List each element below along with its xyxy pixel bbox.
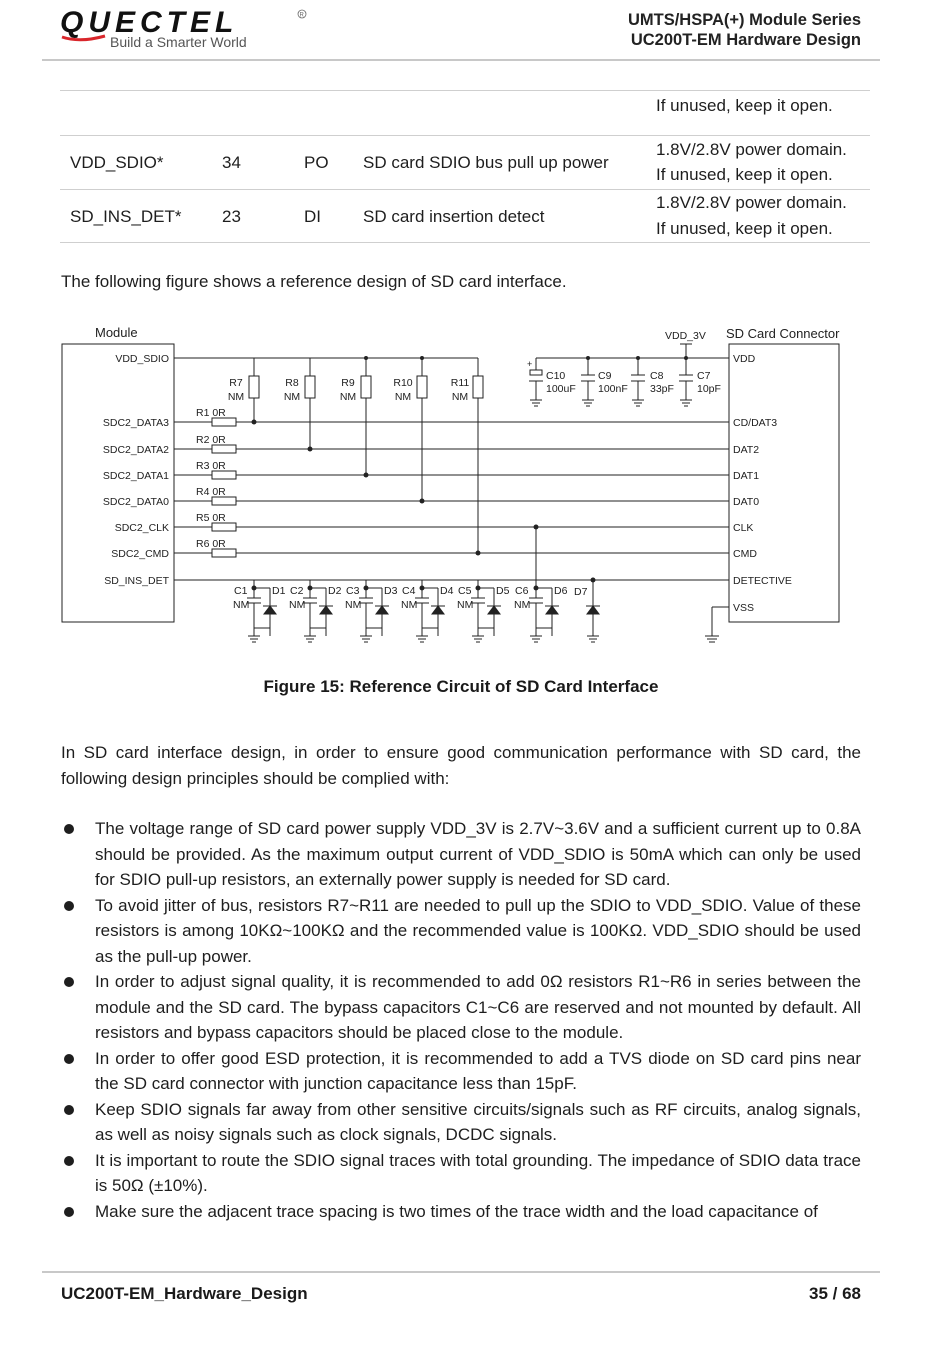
bypass-val: NM [345, 599, 362, 611]
figure-intro: The following figure shows a reference design of SD card interface. [61, 272, 567, 291]
pullup-val: NM [283, 391, 301, 403]
table-cell-name: VDD_SDIO* [70, 153, 164, 172]
connector-pin: VDD [733, 353, 756, 365]
schematic-wire [472, 636, 484, 642]
decap-val: 100uF [546, 383, 576, 395]
bypass-val: NM [233, 599, 250, 611]
tvs-ref: D4 [440, 585, 454, 597]
module-pin: SDC2_CLK [114, 522, 169, 534]
module-pin: SDC2_DATA0 [102, 496, 169, 508]
pullup-ref: R10 [393, 377, 413, 389]
list-item: In order to offer good ESD protection, it is recommended to add a TVS diode on SD card pins near the SD card connector with junction capacitance less than 15pF. [61, 1046, 861, 1097]
module-pin: SD_INS_DET [104, 575, 169, 587]
list-item: In order to adjust signal quality, it is recommended to add 0Ω resistors R1~R6 in series between the module and the SD card. The bypass capacitors C1~C6 are reserved and not mounted by default. All resistors and bypass capacitors should be placed close to the module. [61, 969, 861, 1046]
junction-dot [534, 586, 538, 590]
tvs-diode [488, 606, 500, 614]
tvs-diode [546, 606, 558, 614]
schematic-wire [360, 636, 372, 642]
tvs-ref: D5 [496, 585, 510, 597]
pullup-val: NM [227, 391, 245, 403]
tvs-diode [376, 606, 388, 614]
pullup-val: NM [451, 391, 469, 403]
bullet-icon [64, 1105, 74, 1115]
decap-ref: C8 [650, 370, 664, 382]
schematic-wire [530, 636, 542, 642]
tvs-ref: D3 [384, 585, 398, 597]
table-cont-comment: If unused, keep it open. [656, 96, 833, 115]
vdd3v-label: VDD_3V [665, 330, 706, 342]
table-cell-comment: 1.8V/2.8V power domain. [656, 140, 847, 159]
tvs-diode [320, 606, 332, 614]
decap-ref: C9 [598, 370, 612, 382]
list-item: Keep SDIO signals far away from other sensitive circuits/signals such as RF circuits, analog signals, as well as noisy signals such as clock signals, DCDC signals. [61, 1097, 861, 1148]
table-cell-comment: If unused, keep it open. [656, 165, 833, 184]
pullup-ref: R7 [229, 377, 243, 389]
bypass-val: NM [289, 599, 306, 611]
table-cell-io: DI [304, 207, 321, 226]
list-item: It is important to route the SDIO signal traces with total grounding. The impedance of SDIO data trace is 50Ω (±10%). [61, 1148, 861, 1199]
decap-val: 33pF [650, 383, 674, 395]
list-item: Make sure the adjacent trace spacing is two times of the trace width and the load capacitance of [61, 1199, 861, 1225]
module-pin: SDC2_CMD [111, 548, 169, 560]
series-title: UMTS/HSPA(+) Module Series [627, 11, 861, 29]
bypass-ref: C3 [346, 585, 360, 597]
sd-card-circuit-diagram [0, 0, 950, 670]
series-res-label: R4 0R [196, 486, 226, 498]
connector-pin: CLK [733, 522, 754, 534]
pullup-val: NM [394, 391, 412, 403]
module-pin: SDC2_DATA1 [102, 470, 169, 482]
bypass-ref: C5 [458, 585, 472, 597]
footer-rule [42, 1271, 880, 1273]
bullet-icon [64, 1156, 74, 1166]
tvs-ref-d7: D7 [574, 586, 588, 598]
bypass-val: NM [457, 599, 474, 611]
table-cell-desc: SD card SDIO bus pull up power [363, 153, 609, 172]
tvs-ref: D2 [328, 585, 342, 597]
junction-dot [476, 586, 480, 590]
table-cell-pin: 23 [222, 207, 241, 226]
pullup-ref: R8 [285, 377, 299, 389]
bypass-ref: C2 [290, 585, 304, 597]
table-cell-desc: SD card insertion detect [363, 207, 545, 226]
connector-pin: DAT2 [733, 444, 760, 456]
bypass-ref: C6 [515, 585, 529, 597]
footer-doc-name: UC200T-EM_Hardware_Design [61, 1284, 308, 1303]
bullet-icon [64, 1054, 74, 1064]
series-res-label: R3 0R [196, 460, 226, 472]
schematic-wire [248, 636, 260, 642]
list-item: The voltage range of SD card power supply VDD_3V is 2.7V~3.6V and a sufficient current up to 0.8A should be provided. As the maximum output current of VDD_SDIO is 50mA which can only be used for SDIO pull-up resistors, an externally power supply is needed for SD card. [61, 816, 861, 893]
table-cell-pin: 34 [222, 153, 241, 172]
tvs-diode [432, 606, 444, 614]
bypass-ref: C4 [402, 585, 416, 597]
pullup-val: NM [339, 391, 357, 403]
series-res-label: R5 0R [196, 512, 226, 524]
bullet-icon [64, 1207, 74, 1217]
decap-ref: C10 [546, 370, 566, 382]
bypass-ref: C1 [234, 585, 248, 597]
list-item: To avoid jitter of bus, resistors R7~R11 are needed to pull up the SDIO to VDD_SDIO. Value of these resistors is among 10KΩ~100KΩ and the recommended value is 100KΩ. VDD_SDIO should be used as the pull-up power. [61, 893, 861, 970]
series-res-label: R1 0R [196, 407, 226, 419]
connector-pin: CMD [733, 548, 757, 560]
decap-val: 10pF [697, 383, 721, 395]
junction-dot [420, 586, 424, 590]
svg-text:+: + [527, 359, 533, 369]
tvs-diode [264, 606, 276, 614]
connector-pin: VSS [733, 602, 755, 614]
bullet-icon [64, 901, 74, 911]
table-cell-comment: If unused, keep it open. [656, 219, 833, 238]
junction-dot [364, 586, 368, 590]
module-label: Module [95, 325, 138, 340]
pullup-ref: R11 [450, 377, 470, 389]
doc-title: UC200T-EM Hardware Design [630, 31, 861, 49]
table-cell-comment: 1.8V/2.8V power domain. [656, 193, 847, 212]
module-pin: SDC2_DATA3 [102, 417, 169, 429]
tvs-ref: D6 [554, 585, 568, 597]
connector-label: SD Card Connector [726, 326, 840, 341]
bullet-icon [64, 824, 74, 834]
schematic-wire [416, 636, 428, 642]
junction-dot [252, 586, 256, 590]
tvs-ref: D1 [272, 585, 286, 597]
logo-brand: QUECTEL [60, 6, 239, 39]
series-res-label: R2 0R [196, 434, 226, 446]
design-intro: In SD card interface design, in order to ensure good communication performance with SD card, the following design principles should be complied with: [61, 743, 861, 788]
bypass-val: NM [401, 599, 418, 611]
figure-caption: Figure 15: Reference Circuit of SD Card Interface [263, 677, 659, 696]
connector-pin: DAT0 [733, 496, 760, 508]
connector-pin: CD/DAT3 [733, 417, 778, 429]
junction-dot [308, 586, 312, 590]
series-res-label: R6 0R [196, 538, 226, 550]
pullup-ref: R9 [341, 377, 355, 389]
module-pin: VDD_SDIO [115, 353, 169, 365]
table-cell-io: PO [304, 153, 329, 172]
bypass-val: NM [514, 599, 531, 611]
footer-page-number: 35 / 68 [809, 1284, 861, 1303]
connector-pin: DAT1 [733, 470, 760, 482]
schematic-wire [304, 636, 316, 642]
logo-tagline: Build a Smarter World [110, 34, 247, 50]
bullet-icon [64, 977, 74, 987]
decap-ref: C7 [697, 370, 711, 382]
connector-pin: DETECTIVE [733, 575, 792, 587]
svg-text:R: R [299, 12, 304, 19]
table-cell-name: SD_INS_DET* [70, 207, 182, 226]
module-pin: SDC2_DATA2 [102, 444, 169, 456]
decap-val: 100nF [598, 383, 628, 395]
design-principles-list [61, 816, 861, 1224]
